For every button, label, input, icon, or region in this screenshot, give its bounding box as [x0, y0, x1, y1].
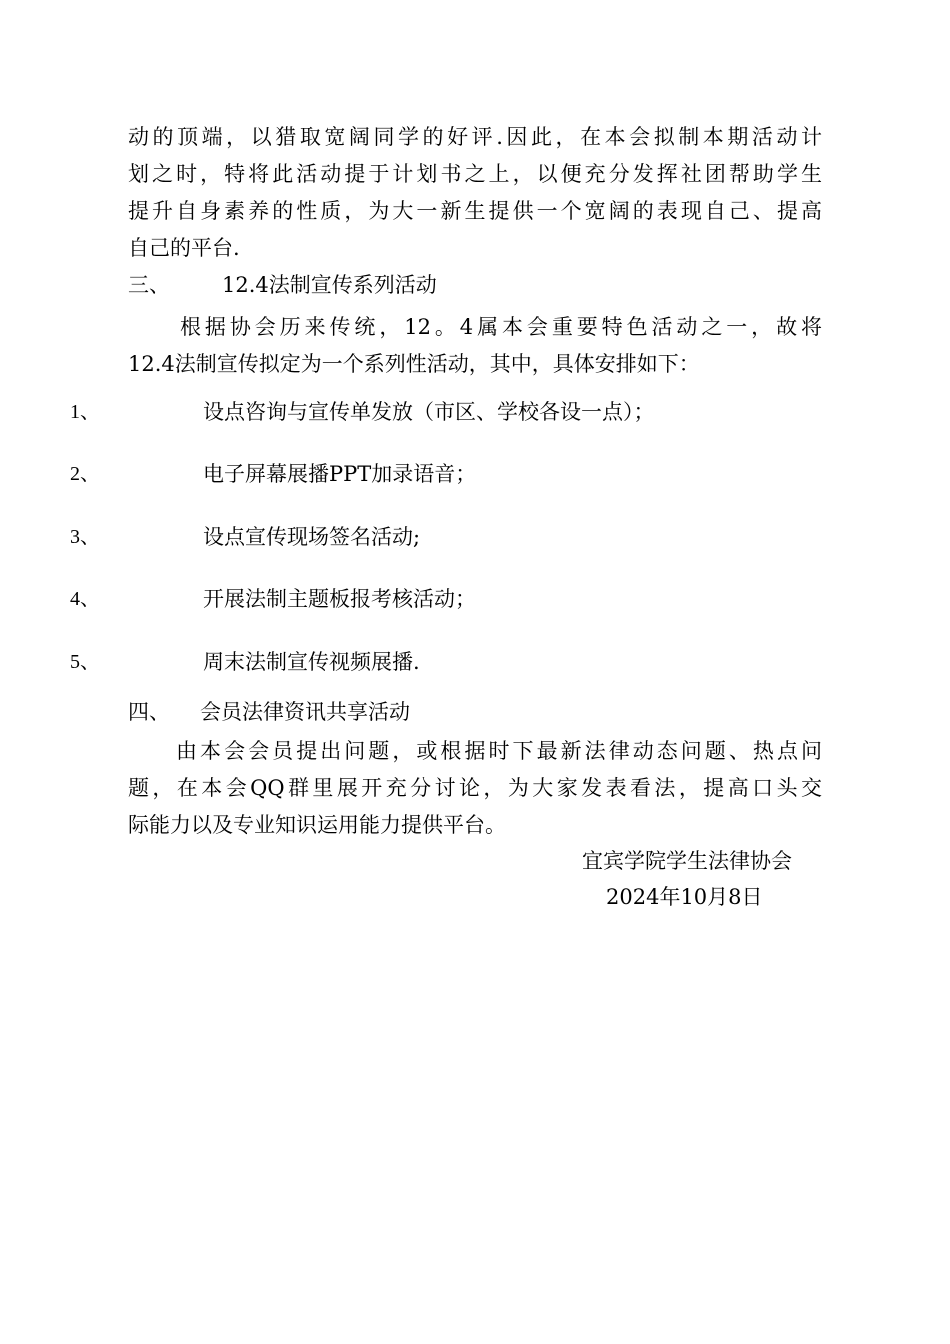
- section3-title: 12.4法制宣传系列活动: [222, 273, 437, 297]
- list-item-4-number: 4、: [70, 588, 100, 610]
- intro-line-2: 划之时，特将此活动提于计划书之上，以便充分发挥社团帮助学生: [128, 162, 822, 186]
- list-item-1-number: 1、: [70, 401, 100, 423]
- list-item-5-text: 周末法制宣传视频展播.: [203, 650, 420, 674]
- list-item-2-number: 2、: [70, 463, 100, 485]
- section3-number: 三、: [128, 273, 170, 297]
- section3-para-line-1: 根据协会历来传统，12。4属本会重要特色活动之一，故将: [180, 315, 822, 339]
- list-item-3-text: 设点宣传现场签名活动;: [203, 525, 421, 549]
- signature-organization: 宜宾学院学生法律协会: [582, 849, 792, 873]
- list-item-1-text: 设点咨询与宣传单发放（市区、学校各设一点）；: [203, 400, 655, 424]
- section4-title: 会员法律资讯共享活动: [200, 700, 410, 724]
- list-item-3-number: 3、: [70, 526, 100, 548]
- intro-line-4: 自己的平台.: [128, 236, 240, 260]
- section3-para-line-2: 12.4法制宣传拟定为一个系列性活动，其中，具体安排如下：: [128, 352, 700, 376]
- list-item-5-number: 5、: [70, 651, 100, 673]
- section4-para-line-2: 题，在本会QQ群里展开充分讨论，为大家发表看法，提高口头交: [128, 776, 822, 800]
- list-item-2-text: 电子屏幕展播PPT加录语音；: [203, 462, 477, 486]
- section4-para-line-1: 由本会会员提出问题，或根据时下最新法律动态问题、热点问: [176, 739, 822, 763]
- intro-line-3: 提升自身素养的性质，为大一新生提供一个宽阔的表现自己、提高: [128, 199, 822, 223]
- section4-number: 四、: [128, 700, 170, 724]
- signature-date: 2024年10月8日: [606, 885, 763, 909]
- intro-line-1: 动的顶端，以猎取宽阔同学的好评.因此，在本会拟制本期活动计: [128, 125, 822, 149]
- list-item-4-text: 开展法制主题板报考核活动；: [203, 587, 476, 611]
- section4-para-line-3: 际能力以及专业知识运用能力提供平台。: [128, 813, 506, 837]
